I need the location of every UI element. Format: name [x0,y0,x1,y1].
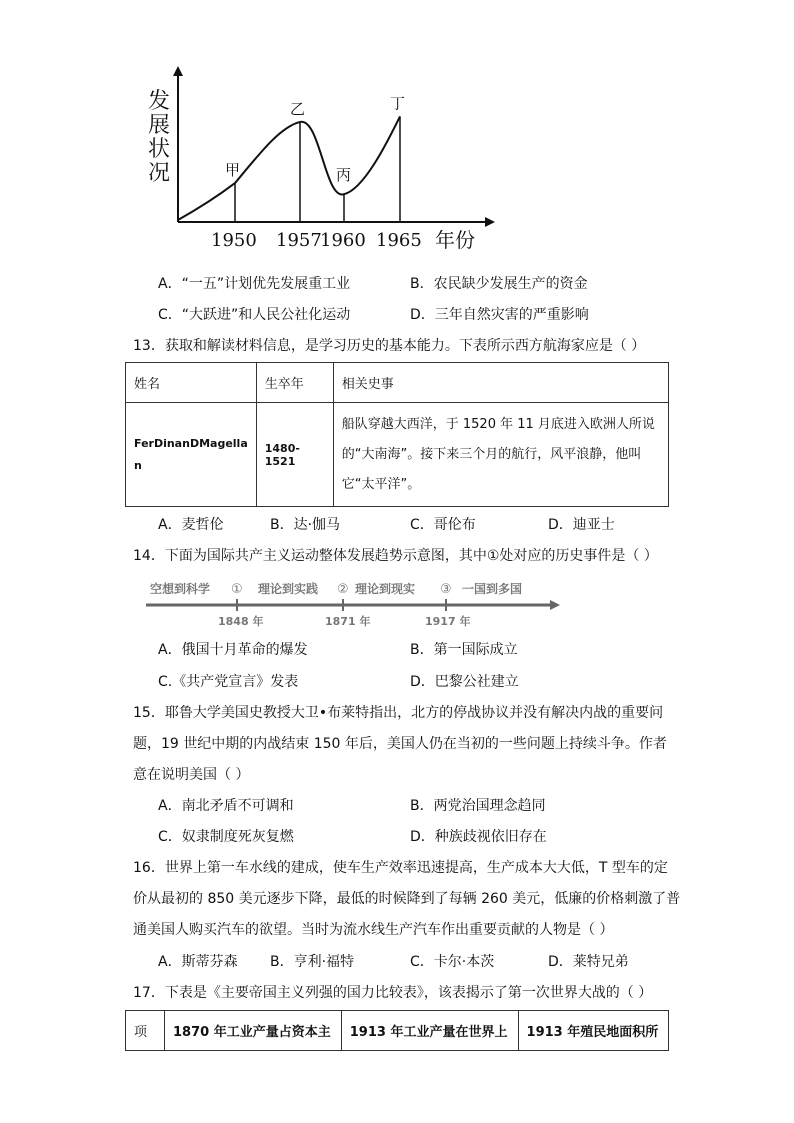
q15-option-d[interactable]: D．种族歧视依旧存在 [410,829,547,845]
q14-option-a[interactable]: A．俄国十月革命的爆发 [158,642,308,658]
q16-option-a[interactable]: A．斯蒂芬森 [158,954,238,970]
q13-header-years: 生卒年 [256,363,333,403]
q13-header-name: 姓名 [126,363,257,403]
q17-header-item: 项 [126,1011,165,1051]
timeline-marker: ③ [440,582,452,597]
point-jia-label: 甲 [225,161,241,180]
y-axis-label: 发展状况 [148,89,171,186]
q13-name-line1: FerDinanDMagella [134,436,248,450]
q13-header-events: 相关史事 [333,363,668,403]
q14-stem: 14．下面为国际共产主义运动整体发展趋势示意图，其中①处对应的历史事件是（ ） [133,548,658,564]
q15-stem-line: 意在说明美国（ ） [133,767,250,783]
q13-stem: 13．获取和解读材料信息，是学习历史的基本能力。下表所示西方航海家应是（ ） [133,338,646,354]
x-tick-label: 1960 [320,230,366,251]
x-tick-label: 1950 [211,230,257,251]
point-ding-label: 丁 [390,94,406,113]
q13-table [125,362,669,507]
x-tick-label: 1965 [376,230,422,251]
y-axis-arrow [173,66,183,76]
communist-movement-timeline [140,575,570,635]
q14-option-b[interactable]: B．第一国际成立 [410,642,518,658]
x-axis-arrow [485,217,495,227]
q13-cell-years: 1480-1521 [256,403,333,507]
q15-option-c[interactable]: C．奴隶制度死灰复燃 [158,829,294,845]
x-axis-label: 年份 [435,228,475,252]
timeline-marker: ① [231,582,243,597]
q13-option-d[interactable]: D．迪亚士 [548,517,615,533]
q14-option-d[interactable]: D．巴黎公社建立 [410,674,519,690]
q17-stem: 17．下表是《主要帝国主义列强的国力比较表》，该表揭示了第一次世界大战的（ ） [133,985,653,1001]
q15-stem-line: 题，19 世纪中期的内战结束 150 年后，美国人仍在当初的一些问题上持续斗争。作者 [133,736,667,752]
development-chart [140,60,500,260]
development-curve [178,116,400,220]
q15-stem-line: 15．耶鲁大学美国史教授大卫•布莱特指出，北方的停战协议并没有解决内战的重要问 [133,705,664,721]
timeline-year: 1848 年 [218,615,264,628]
q16-option-d[interactable]: D．莱特兄弟 [548,954,629,970]
q17-header-1913-output: 1913 年工业产量在世界上 [341,1011,518,1051]
x-tick-label: 1957 [276,230,322,251]
q17-header-1870: 1870 年工业产量占资本主 [165,1011,342,1051]
timeline-year: 1917 年 [425,615,471,628]
q17-header-1913-colony: 1913 年殖民地面积所 [518,1011,668,1051]
q17-table [125,1010,669,1051]
q12-option-b[interactable]: B．农民缺少发展生产的资金 [410,276,588,292]
q16-stem-line: 通美国人购买汽车的欲望。当时为流水线生产汽车作出重要贡献的人物是（ ） [133,922,614,938]
timeline-stage: 理论到现实 [355,582,416,596]
q16-option-b[interactable]: B．亨利·福特 [270,954,355,970]
q13-cell-name [126,403,257,507]
point-yi-label: 乙 [290,99,306,118]
q13-event-line: 船队穿越大西洋，于 1520 年 11 月底进入欧洲人所说 [341,416,655,432]
q13-cell-events [333,403,668,507]
timeline-stage: 空想到科学 [150,582,211,596]
timeline-stage: 一国到多国 [462,582,523,596]
q14-option-c[interactable]: C.《共产党宣言》发表 [158,674,299,690]
q13-event-line: 它“太平洋”。 [341,476,421,492]
q13-event-line: 的“大南海”。接下来三个月的航行，风平浪静，他叫 [341,446,642,462]
q16-stem-line: 16．世界上第一车水线的建成，使车生产效率迅速提高，生产成本大大低，T 型车的定 [133,860,668,876]
q16-stem-line: 价从最初的 850 美元逐步下降，最低的时候降到了每辆 260 美元，低廉的价格刺激了普 [133,891,681,907]
q13-name-line2: n [134,458,142,472]
q15-option-b[interactable]: B．两党治国理念趋同 [410,798,546,814]
timeline-marker: ② [337,582,349,597]
q16-option-c[interactable]: C．卡尔·本茨 [410,954,495,970]
q13-option-a[interactable]: A．麦哲伦 [158,517,224,533]
q12-option-d[interactable]: D．三年自然灾害的严重影响 [410,307,589,323]
q13-option-c[interactable]: C．哥伦布 [410,517,476,533]
point-bing-label: 丙 [336,166,352,185]
timeline-arrow [550,600,560,610]
q12-option-a[interactable]: A．“一五”计划优先发展重工业 [158,276,351,292]
q13-option-b[interactable]: B．达·伽马 [270,517,341,533]
q12-option-c[interactable]: C．“大跃进”和人民公社化运动 [158,307,351,323]
timeline-year: 1871 年 [325,615,371,628]
timeline-stage: 理论到实践 [258,582,319,596]
q15-option-a[interactable]: A．南北矛盾不可调和 [158,798,294,814]
